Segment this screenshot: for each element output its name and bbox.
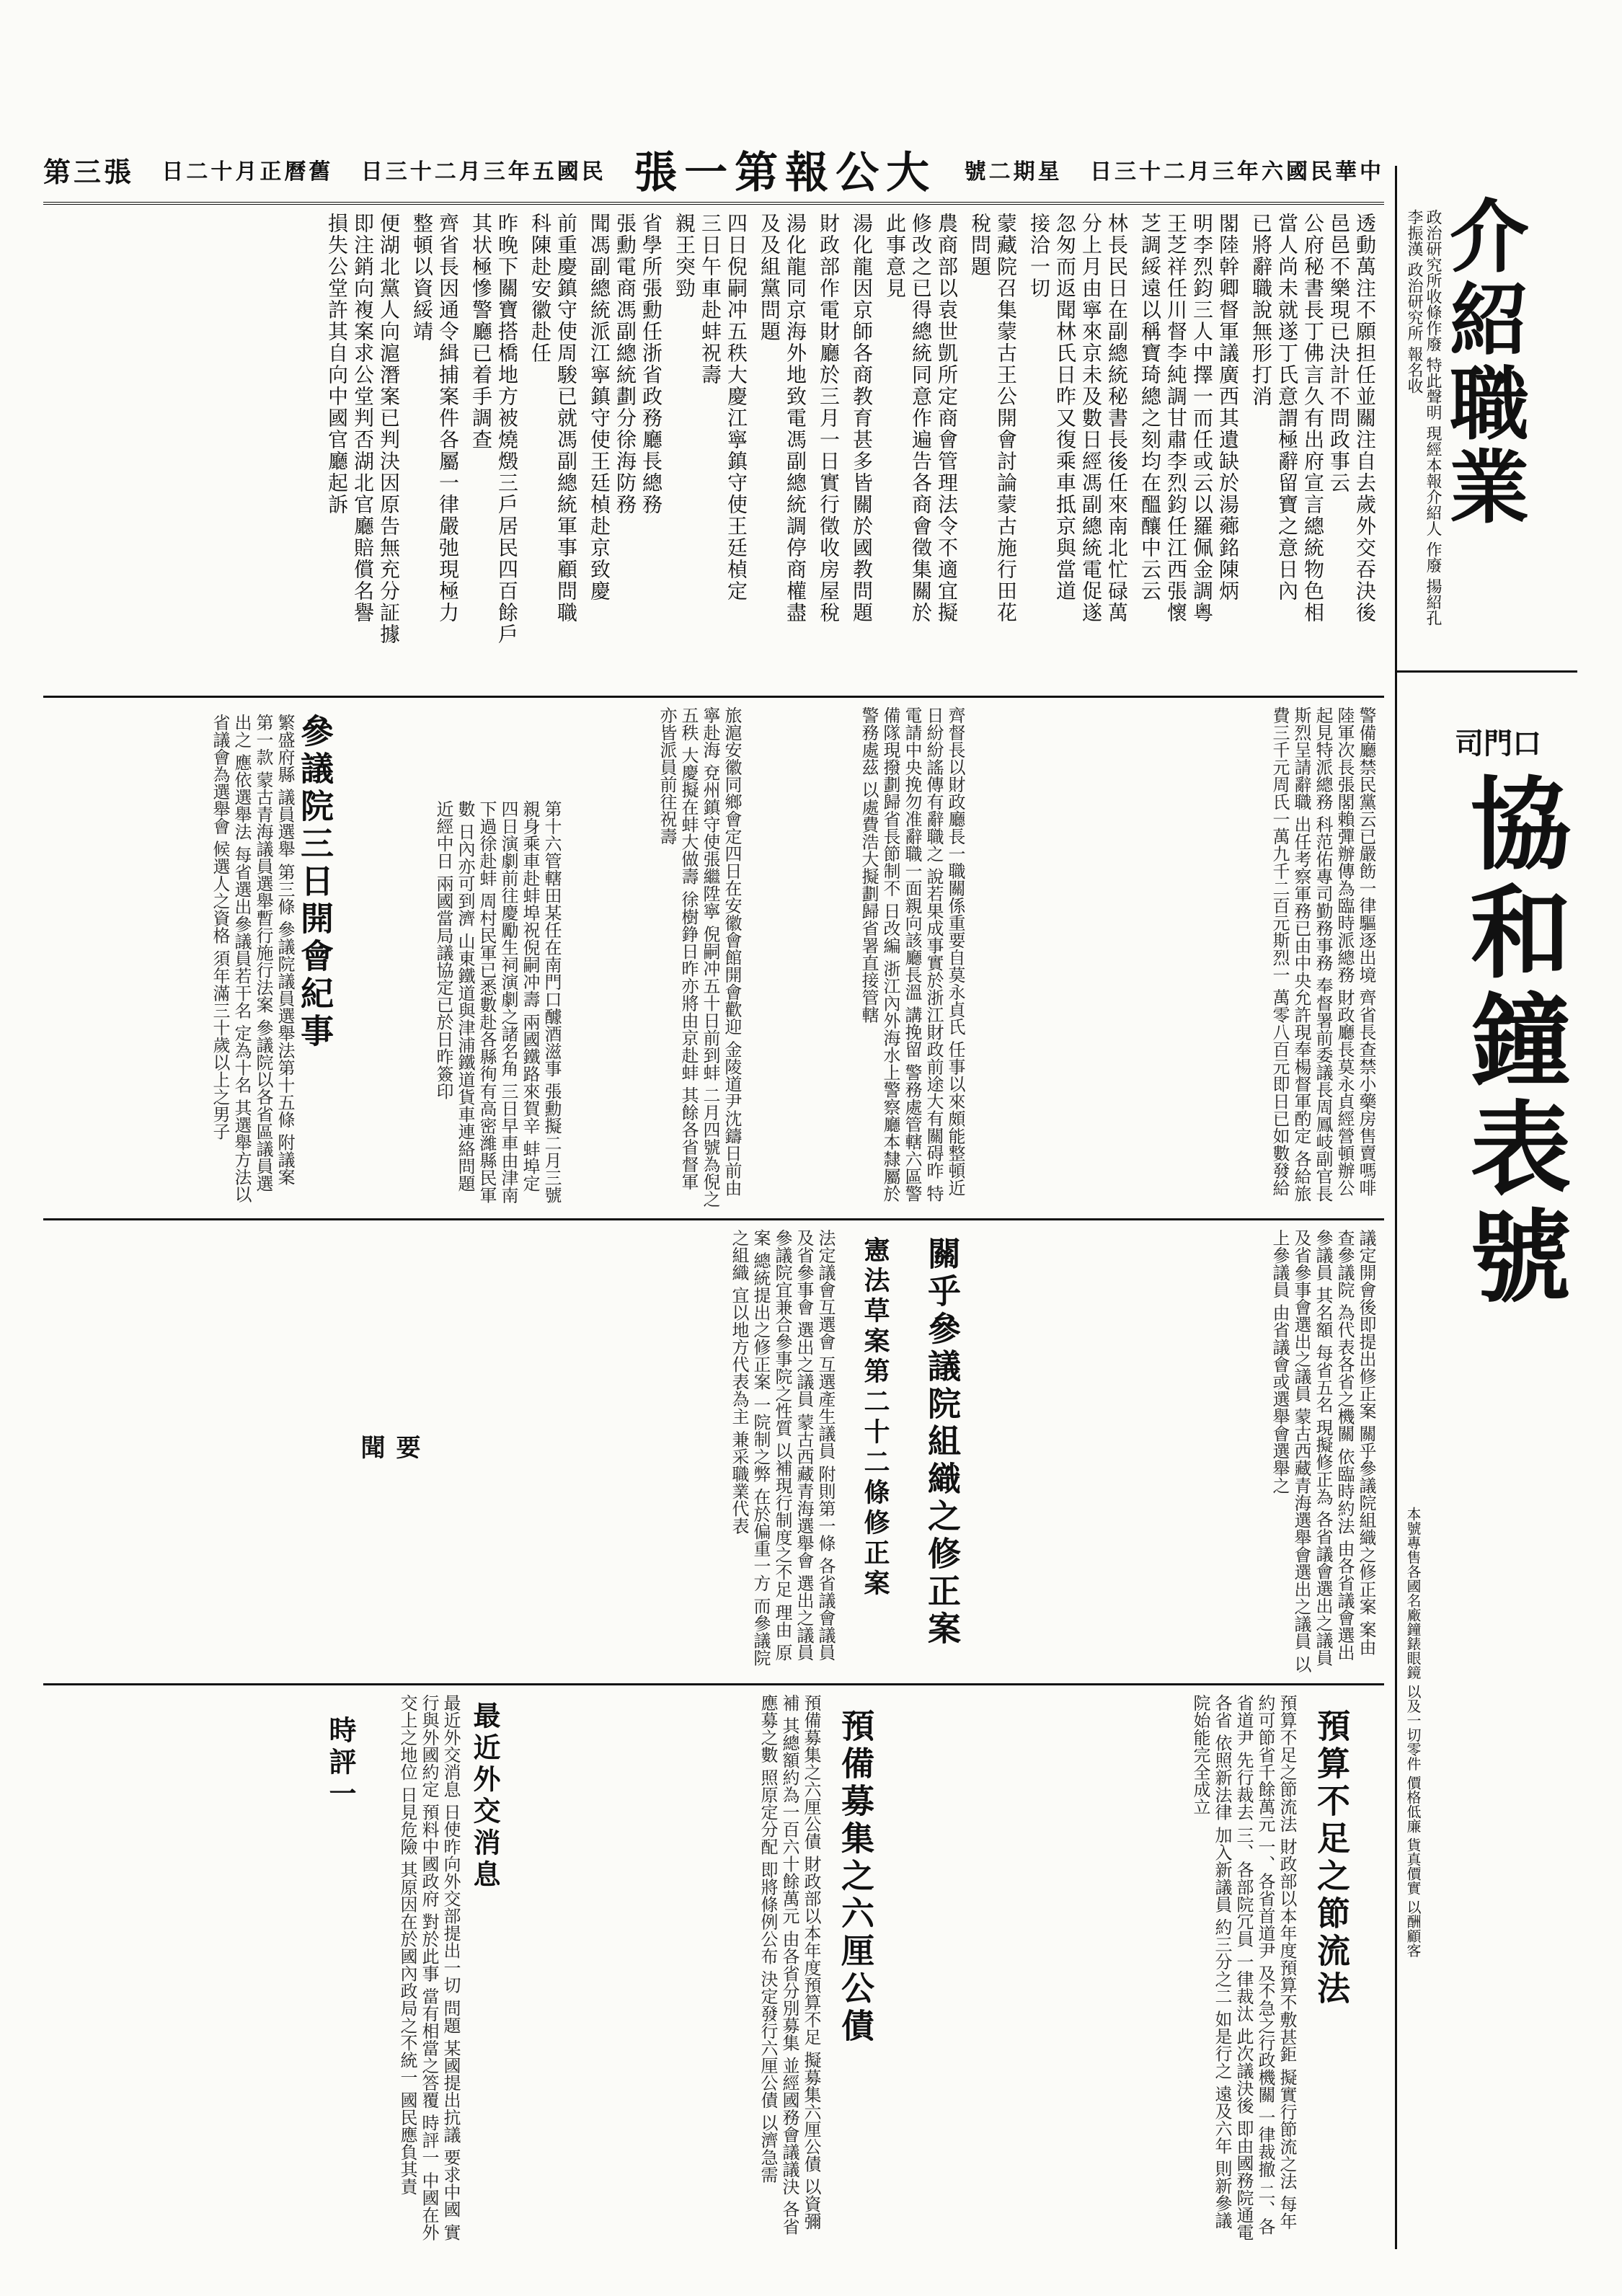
- western-date: 日三十二月三年六國民華中: [1089, 159, 1384, 185]
- headline-key-news: 要聞: [356, 1435, 420, 1463]
- job-ad-body: 政治研究所收條作廢 特此聲明 現經本報介紹人 作廢 揚紹孔 李振漢 政治研究所 報名收: [1405, 209, 1442, 626]
- clock-shop-title: 協和鐘表號: [1453, 771, 1572, 1312]
- news-column: 蒙藏院召集蒙古王公開會討論蒙古施行田花: [994, 213, 1018, 624]
- news-column: 整頓以資綏靖: [410, 213, 434, 342]
- news-column: 損失公堂許其自向中國官廳起訴: [325, 213, 349, 515]
- newspaper-title: 張一第報公大: [634, 148, 937, 198]
- news-column: 科陳赴安徽赴任: [528, 213, 552, 364]
- headline-constitution-draft: 憲法草案第二十二條修正案: [860, 1236, 890, 1600]
- headline-commentary: 時評一: [324, 1716, 357, 1811]
- news-column: 財政部作電財廳於三月一日實行徵收房屋稅: [817, 213, 841, 624]
- lunar-date: 日二十月正曆舊: [161, 159, 334, 185]
- job-ad-title: 介紹職業: [1437, 195, 1530, 529]
- news-column: 分上月由寧來京未及數日經馮副總統電促遂: [1079, 213, 1103, 624]
- news-block: 齊督長以財政廳長一職關係重要自莫永貞氏 任事以來頗能整頓近日紛紛謠傳有辭職之 說若果成事實於浙江財政前途大有關碍昨 特電請中央挽勿准辭職一面親向該廳長溫 講挽留 警務處管轄六區警備隊現撥劃歸省長節制不 日改編 浙江內外海水上警察廳本隸屬於警務處茲 以處費浩大擬劃歸省署直接管轄: [859, 706, 965, 1202]
- news-column: 公府秘書長丁佛言久有出府宣言總統物色相: [1301, 213, 1325, 624]
- news-block: 預備募集之六厘公債 財政部以本年度預算不足 擬募集六厘公債 以資彌補 其總額約為一百六十餘萬元 由各省分別募集 並經國務會議議決 各省應募之數 照原定分配 即將條例公布 決定發行六厘公債 以濟急需: [758, 1694, 821, 2235]
- news-column: 明李烈鈞三人中擇一而任或云以羅佩金調粵: [1190, 213, 1214, 624]
- job-ad: [1397, 166, 1577, 673]
- news-column: 省學所張勳任浙省政務廳長總務: [639, 213, 663, 515]
- news-column: 四日倪嗣冲五秩大慶江寧鎮守使王廷楨定: [724, 213, 748, 602]
- news-column: 芝調綏遠以稱寶琦總之刻均在醞釀中云云: [1138, 213, 1162, 602]
- news-column: 即注銷向複案求公堂判否湖北官廳賠償名譽: [351, 213, 375, 624]
- news-block: 預算不足之節流法 財政部以本年度預算不敷甚鉅 擬實行節流之法 每年約可節省千餘萬元 一、各省首道尹 及不急之行政機關 一律裁撤 二、各省道尹 先行裁去 三、各部院冗員 一律裁汰 此次議決後 即由國務院通電各省 依照新法律 加入新議員 約三分之二 如是行之 遠及六年 則新參議院始能完全成立: [1190, 1694, 1297, 2241]
- news-column: 湯化龍同京海外地致電馮副總統調停商權盡: [784, 213, 807, 624]
- news-column: 三日午車赴蚌祝壽: [699, 213, 722, 386]
- news-block: 議定開會後即提出修正案 關乎參議院組織之修正案 案由 查參議院 為代表各省之機關 依臨時約法 由各省議會選出參議員 其名額 每省五名 現擬修正為 各省議會選出之議員 及省參事會選出之議員 蒙古西藏青海選舉會選出之議員 以上參議員 由省議會或選舉會選舉之: [1269, 1229, 1376, 1673]
- news-column: 張勳電商馮副總統劃分徐海防務: [613, 213, 637, 515]
- news-block: 警備廳禁民黨云已嚴飭一律驅逐出境 齊省長查禁小藥房售賣嗎啡 陸軍次長張閣賴彈辦傳為臨時派總務 財政廳長莫永貞經營頓辦公起見特派總務 科范佑專司勤務事務 奉督署前委議長周鳳岐副官長斯烈呈請辭職 出任考察軍務已由中央允許現奉楊督軍酌定 各給旅費三千元周氏一萬九千二百元斯烈一 萬零八百元即日已如數發給: [1269, 706, 1376, 1202]
- clock-shop-body: 本號專售各國名廠鐘錶眼鏡 以及一切零件 價格低廉 貨真價實 以酬顧客: [1404, 1507, 1422, 1958]
- news-column: 稅問題: [968, 213, 992, 278]
- headline-senate-meeting: 參議院三日開會紀事: [296, 714, 334, 1051]
- news-column: 邑邑不樂現已決計不問政事云: [1327, 213, 1351, 494]
- news-column: 齊省長因通令緝捕案件各屬一律嚴弛現極力: [436, 213, 460, 624]
- news-column: 修改之已得總統同意作遍告各商會徵集關於: [909, 213, 933, 624]
- weekday: 號二期星: [964, 159, 1063, 185]
- masthead: [43, 137, 1384, 205]
- news-block: 旅滬安徽同鄉會定四日在安徽會館開會歡迎 金陵道尹沈鑄日前由寧赴海 兗州鎮守使張繼陞寧 倪嗣冲五十日前到蚌 二月四號為倪之五秩 大慶擬在蚌大做壽 徐樹錚日昨亦將由京赴蚌 其餘各省督軍 亦皆派員前往祝壽: [657, 706, 742, 1207]
- news-column: 便湖北黨人向滬潛案已判決因原告無充分証據: [377, 213, 401, 645]
- news-block: 法定議會互選會 互選產生議員 附則第一條 各省議會議員 及省參事會 選出之議員 蒙古西藏青海選舉會 選出之議員 參議院宜兼合參事院之性質 以補現行制度之不足 理由 原案 總統提出之修正案 一院制之弊 在於偏重一方 而參議院之組織 宜以地方代表為主 兼采職業代表: [729, 1229, 836, 1667]
- news-column: 透動萬注不願担任並關注自去歲外交吞決後: [1353, 213, 1377, 624]
- news-column: 及及組黨問題: [758, 213, 781, 342]
- news-block: 繁盛府縣 議員選舉 第三條 參議院議員選舉法第十五條 附議案 第一款 蒙古青海議員選舉暫行施行法案 參議院以各省區議員選出之 應依選舉法 每省選出參議員若干名 定為十名 其選舉方法以省議會為選舉會 候選人之資格 須年滿三十歲以上之男子: [210, 714, 295, 1203]
- news-column: 接洽一切: [1027, 213, 1051, 299]
- headline-foreign-affairs: 最近外交消息: [469, 1701, 501, 1892]
- news-column: 林長民日在副總統秘書長後任來南北忙碌萬: [1105, 213, 1129, 624]
- ad-location: 司門口: [1455, 727, 1541, 761]
- news-block: 最近外交消息 日使昨向外交部提出一切 問題 某國提出抗議 要求中國 實行與外國約定 預料中國政府 對於此事 當有相當之答覆 時評一 中國在外交上之地位 日見危險 其原因在於國內政局之不統一 國民應負其責: [397, 1694, 461, 2241]
- news-band-bottom: [43, 1687, 1384, 2249]
- headline-budget-shortfall: 預算不足之節流法: [1312, 1708, 1351, 2008]
- news-column: 閣陸幹卿督軍議廣西其遺缺於湯薌銘陳炳: [1216, 213, 1240, 602]
- news-band-lower: [43, 1222, 1384, 1685]
- headline-senate-revision: 關乎參議院組織之修正案: [923, 1236, 962, 1649]
- news-column: 前重慶鎮守使周駿已就馮副總統軍事顧問職: [554, 213, 578, 624]
- news-column: 其状極慘警廳已着手調查: [469, 213, 493, 451]
- news-column: 此事意見: [883, 213, 907, 299]
- page-number: 第三張: [43, 155, 135, 188]
- news-column: 當人尚未就遂丁氏意謂極辭留寶之意日內: [1275, 213, 1299, 602]
- news-block: 第十六管轄田某任在南門口醵酒滋事 張勳擬二月三號親身乘車赴蚌埠祝倪嗣冲壽 兩國鐵路來賀辛 蚌埠定四日演劇前往慶勵生祠演劇之諸名角 三日早車由津南下過徐赴蚌 周村民軍已悉數赴各縣徇有高密濰縣民軍數 日內亦可到濟 山東鐵道與津浦鐵道貨車連絡問題近經中日 兩國當局議協定已於日昨簽印: [433, 800, 562, 1204]
- news-column: 已將辭職說無形打消: [1249, 213, 1273, 407]
- news-column: 王芝祥任川督李純調甘肅李烈鈞任江西張懷: [1164, 213, 1188, 624]
- news-column: 忽匆而返聞林氏日昨又復乘車抵京與當道: [1053, 213, 1077, 602]
- news-band-top: [43, 205, 1384, 698]
- news-column: 聞馮副總統派江寧鎮守使王廷楨赴京致慶: [588, 213, 611, 602]
- clock-shop-ad: [1397, 714, 1577, 2249]
- headline-six-percent-bonds: 預備募集之六厘公債: [836, 1708, 875, 2046]
- news-column: 親王突勁: [673, 213, 696, 299]
- minguo-date: 日三十二月三年五國民: [360, 159, 606, 185]
- news-column: 湯化龍因京師各商教育甚多皆關於國教問題: [850, 213, 874, 624]
- news-column: 昨晚下關寶搭橋地方被燒燬三戶居民四百餘戶: [495, 213, 519, 645]
- advertisement-column: [1395, 166, 1577, 2249]
- news-column: 農商部以袁世凱所定商會管理法令不適宜擬: [935, 213, 959, 624]
